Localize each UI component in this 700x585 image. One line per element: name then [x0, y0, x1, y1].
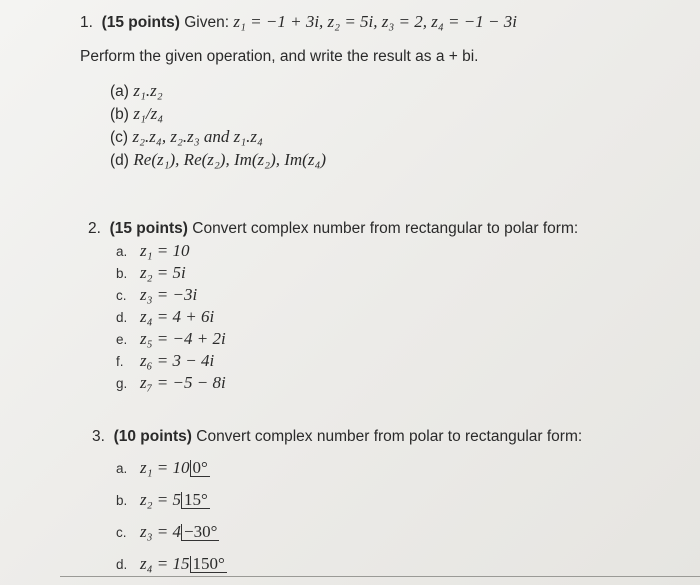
q1-given-expression: z₁ = −1 + 3i, z₂ = 5i, z₃ = 2, z₄ = −1 − 3i	[233, 12, 517, 31]
q2-title: Convert complex number from rectangular to polar form:	[192, 220, 579, 237]
q2-item-c: c. z₃ = −3i	[116, 285, 198, 304]
q2-item-a: a. z₁ = 10	[116, 241, 190, 260]
q1-instruction: Perform the given operation, and write the result as a + bi.	[80, 48, 479, 65]
page-divider	[60, 576, 700, 577]
q1-item-d: (d) Re(z₁), Re(z₂), Im(z₂), Im(z₄)	[110, 150, 327, 169]
q3-list	[116, 452, 227, 580]
q3-heading	[92, 428, 582, 446]
q2-item-e: e. z₅ = −4 + 2i	[116, 329, 226, 348]
q2-list	[116, 240, 226, 394]
angle-symbol: 150°	[190, 556, 227, 573]
q1-item-a: (a) z₁.z₂	[110, 81, 163, 100]
angle-symbol: 15°	[181, 492, 210, 509]
q1-item-c: (c) z₂.z₄, z₂.z₃ and z₁.z₄	[110, 127, 263, 146]
q3-item-a: a. z₁ = 10 0°	[116, 458, 208, 477]
q3-number: 3.	[92, 428, 105, 445]
q1-list	[110, 80, 326, 172]
q1-number: 1.	[80, 14, 93, 31]
q3-title: Convert complex number from polar to rectangular form:	[196, 428, 583, 445]
angle-symbol: 0°	[190, 460, 210, 477]
q2-number: 2.	[88, 220, 101, 237]
q2-item-d: d. z₄ = 4 + 6i	[116, 307, 215, 326]
q1-points: (15 points)	[101, 14, 180, 31]
q2-item-b: b. z₂ = 5i	[116, 263, 186, 282]
q1-given-label: Given:	[184, 14, 230, 31]
angle-symbol: −30°	[181, 524, 219, 541]
q2-item-g: g. z₇ = −5 − 8i	[116, 373, 226, 392]
q3-item-d: d. z₄ = 15 150°	[116, 554, 225, 573]
q2-points: (15 points)	[109, 220, 188, 237]
q1-heading	[80, 12, 517, 32]
q2-item-f: f. z₆ = 3 − 4i	[116, 351, 215, 370]
q3-points: (10 points)	[113, 428, 192, 445]
q3-item-c: c. z₃ = 4 −30°	[116, 522, 218, 541]
q1-item-b: (b) z₁/z₄	[110, 104, 164, 123]
q3-item-b: b. z₂ = 5 15°	[116, 490, 208, 509]
q2-heading	[88, 220, 578, 238]
